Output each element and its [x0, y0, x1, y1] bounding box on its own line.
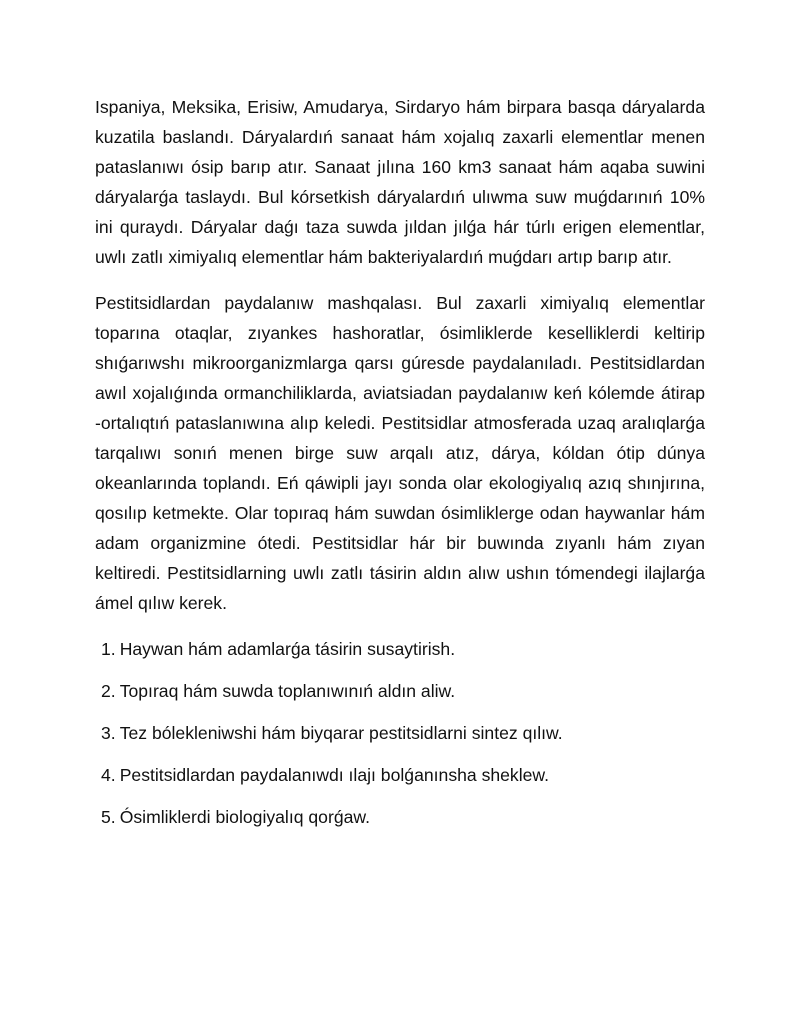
- list-item: [95, 718, 705, 748]
- paragraph-rivers-pollution: Ispaniya, Meksika, Erisiw, Amudarya, Sirdaryo hám birpara basqa dáryalarda kuzatila baslandı. Dáryalardıń sanaat hám xojalıq zaxarli elementlar menen pataslanıwı ósip barıp atır. Sanaat jılına 160 km3 sanaat hám aqaba suwini dáryalarǵa taslaydı. Bul kórsetkish dáryalardıń ulıwma suw muǵdarınıń 10% ini quraydı. Dáryalar daǵı taza suwda jıldan jılǵa hár túrlı erigen elementlar, uwlı zatlı ximiyalıq elementlar hám bakteriyalardıń muǵdarı artıp barıp atır.: [95, 97, 705, 267]
- list-item: [95, 802, 705, 832]
- list-item-number: 1.: [101, 639, 116, 659]
- list-item-text: Haywan hám adamlarǵa tásirin susaytirish.: [119, 639, 456, 659]
- list-item-text: Tez bólekleniwshi hám biyqarar pestitsidlarni sintez qılıw.: [119, 723, 563, 743]
- list-item-number: 3.: [101, 723, 116, 743]
- document-page: [95, 92, 705, 844]
- list-item: [95, 634, 705, 664]
- list-item-number: 5.: [101, 807, 116, 827]
- list-item-text: Ósimliklerdi biologiyalıq qorǵaw.: [119, 807, 371, 827]
- paragraph-pesticides: Pestitsidlardan paydalanıw mashqalası. Bul zaxarli ximiyalıq elementlar toparına otaqlar, zıyankes hashoratlar, ósimliklerde keselliklerdi keltirip shıǵarıwshı mikroorganizmlarga qarsı gúresde paydalanıladı. Pestitsidlardan awıl xojalıǵında ormanchiliklarda, aviatsiadan paydalanıw keń kólemde átirap -ortalıqtıń pataslanıwına alıp keledi. Pestitsidlar atmosferada uzaq aralıqlarǵa tarqalıwı sonıń menen birge suw arqalı atız, dárya, kóldan ótip dúnya okeanlarında toplandı. Eń qáwipli jayı sonda olar ekologiyalıq azıq shınjırına, qosılıp ketmekte. Olar topıraq hám suwdan ósimliklerge odan haywanlar hám adam organizmine ótedi. Pestitsidlar hár bir buwında zıyanlı hám zıyan keltiredi. Pestitsidlarning uwlı zatlı tásirin aldın alıw ushın tómendegi ilajlarǵa ámel qılıw kerek.: [95, 293, 705, 613]
- list-item-number: 4.: [101, 765, 116, 785]
- list-item-number: 2.: [101, 681, 116, 701]
- list-item: [95, 760, 705, 790]
- list-item-text: Topıraq hám suwda toplanıwınıń aldın aliw.: [119, 681, 456, 701]
- list-item: [95, 676, 705, 706]
- measures-list: [95, 634, 705, 832]
- list-item-text: Pestitsidlardan paydalanıwdı ılajı bolǵanınsha sheklew.: [119, 765, 550, 785]
